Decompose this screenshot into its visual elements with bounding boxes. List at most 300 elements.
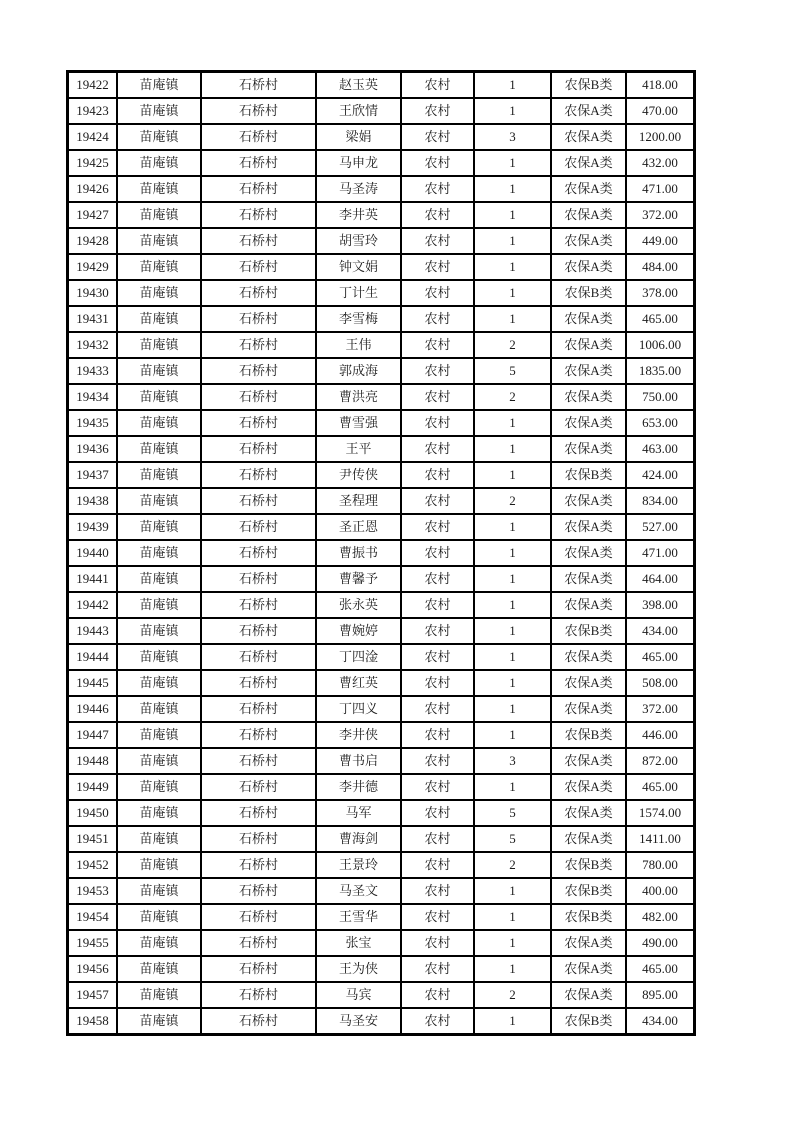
cell-village: 石桥村 (201, 384, 316, 410)
cell-residence-type: 农村 (401, 98, 474, 124)
cell-residence-type: 农村 (401, 618, 474, 644)
cell-village: 石桥村 (201, 748, 316, 774)
cell-amount: 400.00 (626, 878, 694, 904)
table-row (68, 410, 694, 436)
table-row (68, 826, 694, 852)
cell-person-name: 梁娟 (316, 124, 401, 150)
cell-village: 石桥村 (201, 800, 316, 826)
table-row (68, 566, 694, 592)
table-row (68, 722, 694, 748)
cell-household-count: 1 (474, 280, 551, 306)
cell-household-count: 1 (474, 1008, 551, 1034)
cell-village: 石桥村 (201, 202, 316, 228)
cell-insurance-type: 农保B类 (551, 878, 626, 904)
cell-household-count: 1 (474, 904, 551, 930)
table-row (68, 696, 694, 722)
cell-record-id: 19425 (68, 150, 117, 176)
cell-town: 苗庵镇 (117, 384, 201, 410)
cell-record-id: 19457 (68, 982, 117, 1008)
cell-record-id: 19449 (68, 774, 117, 800)
cell-record-id: 19423 (68, 98, 117, 124)
cell-residence-type: 农村 (401, 384, 474, 410)
cell-person-name: 丁四淦 (316, 644, 401, 670)
cell-village: 石桥村 (201, 930, 316, 956)
table-row (68, 306, 694, 332)
cell-household-count: 5 (474, 358, 551, 384)
cell-household-count: 2 (474, 982, 551, 1008)
cell-village: 石桥村 (201, 540, 316, 566)
cell-record-id: 19438 (68, 488, 117, 514)
cell-household-count: 1 (474, 566, 551, 592)
cell-household-count: 1 (474, 228, 551, 254)
cell-record-id: 19455 (68, 930, 117, 956)
cell-residence-type: 农村 (401, 436, 474, 462)
cell-record-id: 19435 (68, 410, 117, 436)
cell-residence-type: 农村 (401, 852, 474, 878)
cell-record-id: 19429 (68, 254, 117, 280)
cell-village: 石桥村 (201, 176, 316, 202)
cell-household-count: 5 (474, 800, 551, 826)
cell-town: 苗庵镇 (117, 98, 201, 124)
cell-residence-type: 农村 (401, 462, 474, 488)
cell-amount: 1835.00 (626, 358, 694, 384)
cell-household-count: 3 (474, 124, 551, 150)
table-row (68, 488, 694, 514)
cell-town: 苗庵镇 (117, 332, 201, 358)
cell-amount: 1006.00 (626, 332, 694, 358)
cell-amount: 372.00 (626, 696, 694, 722)
table-row (68, 98, 694, 124)
cell-residence-type: 农村 (401, 592, 474, 618)
cell-record-id: 19428 (68, 228, 117, 254)
cell-residence-type: 农村 (401, 306, 474, 332)
cell-village: 石桥村 (201, 722, 316, 748)
cell-amount: 1411.00 (626, 826, 694, 852)
cell-town: 苗庵镇 (117, 488, 201, 514)
cell-insurance-type: 农保A类 (551, 514, 626, 540)
cell-household-count: 1 (474, 592, 551, 618)
cell-amount: 895.00 (626, 982, 694, 1008)
cell-residence-type: 农村 (401, 800, 474, 826)
cell-village: 石桥村 (201, 696, 316, 722)
cell-insurance-type: 农保A类 (551, 826, 626, 852)
cell-town: 苗庵镇 (117, 358, 201, 384)
table-row (68, 72, 694, 98)
cell-insurance-type: 农保A类 (551, 358, 626, 384)
cell-person-name: 李井德 (316, 774, 401, 800)
cell-person-name: 曹振书 (316, 540, 401, 566)
cell-amount: 418.00 (626, 72, 694, 98)
table-row (68, 644, 694, 670)
cell-insurance-type: 农保A类 (551, 176, 626, 202)
cell-person-name: 钟文娟 (316, 254, 401, 280)
cell-town: 苗庵镇 (117, 514, 201, 540)
cell-insurance-type: 农保A类 (551, 488, 626, 514)
cell-insurance-type: 农保A类 (551, 306, 626, 332)
cell-person-name: 王为侠 (316, 956, 401, 982)
cell-town: 苗庵镇 (117, 592, 201, 618)
cell-residence-type: 农村 (401, 1008, 474, 1034)
cell-village: 石桥村 (201, 852, 316, 878)
cell-household-count: 1 (474, 930, 551, 956)
cell-record-id: 19452 (68, 852, 117, 878)
cell-residence-type: 农村 (401, 124, 474, 150)
cell-town: 苗庵镇 (117, 280, 201, 306)
table-row (68, 150, 694, 176)
cell-village: 石桥村 (201, 462, 316, 488)
cell-residence-type: 农村 (401, 332, 474, 358)
cell-insurance-type: 农保B类 (551, 72, 626, 98)
cell-town: 苗庵镇 (117, 982, 201, 1008)
cell-record-id: 19443 (68, 618, 117, 644)
table-row (68, 1008, 694, 1034)
cell-person-name: 李雪梅 (316, 306, 401, 332)
cell-person-name: 尹传侠 (316, 462, 401, 488)
cell-record-id: 19448 (68, 748, 117, 774)
table-row (68, 436, 694, 462)
cell-person-name: 曹海剑 (316, 826, 401, 852)
cell-record-id: 19444 (68, 644, 117, 670)
cell-residence-type: 农村 (401, 202, 474, 228)
table-row (68, 774, 694, 800)
cell-record-id: 19427 (68, 202, 117, 228)
cell-residence-type: 农村 (401, 280, 474, 306)
cell-record-id: 19453 (68, 878, 117, 904)
cell-village: 石桥村 (201, 826, 316, 852)
cell-amount: 434.00 (626, 1008, 694, 1034)
cell-record-id: 19437 (68, 462, 117, 488)
cell-household-count: 1 (474, 774, 551, 800)
records-tbody (68, 72, 694, 1034)
cell-person-name: 马宾 (316, 982, 401, 1008)
cell-insurance-type: 农保B类 (551, 1008, 626, 1034)
table-row (68, 540, 694, 566)
cell-town: 苗庵镇 (117, 1008, 201, 1034)
cell-town: 苗庵镇 (117, 644, 201, 670)
cell-household-count: 1 (474, 956, 551, 982)
cell-person-name: 马申龙 (316, 150, 401, 176)
cell-household-count: 2 (474, 384, 551, 410)
cell-insurance-type: 农保A类 (551, 592, 626, 618)
cell-town: 苗庵镇 (117, 254, 201, 280)
cell-town: 苗庵镇 (117, 878, 201, 904)
cell-person-name: 王欣情 (316, 98, 401, 124)
cell-town: 苗庵镇 (117, 696, 201, 722)
cell-amount: 872.00 (626, 748, 694, 774)
cell-person-name: 圣正恩 (316, 514, 401, 540)
cell-amount: 424.00 (626, 462, 694, 488)
cell-household-count: 2 (474, 332, 551, 358)
table-row (68, 280, 694, 306)
cell-residence-type: 农村 (401, 228, 474, 254)
table-row (68, 982, 694, 1008)
cell-town: 苗庵镇 (117, 176, 201, 202)
cell-village: 石桥村 (201, 878, 316, 904)
cell-town: 苗庵镇 (117, 436, 201, 462)
cell-person-name: 丁四义 (316, 696, 401, 722)
cell-household-count: 1 (474, 202, 551, 228)
cell-amount: 465.00 (626, 956, 694, 982)
cell-village: 石桥村 (201, 72, 316, 98)
cell-person-name: 圣程理 (316, 488, 401, 514)
cell-village: 石桥村 (201, 644, 316, 670)
cell-village: 石桥村 (201, 410, 316, 436)
cell-insurance-type: 农保A类 (551, 540, 626, 566)
cell-insurance-type: 农保A类 (551, 410, 626, 436)
cell-town: 苗庵镇 (117, 150, 201, 176)
cell-residence-type: 农村 (401, 358, 474, 384)
cell-record-id: 19431 (68, 306, 117, 332)
cell-residence-type: 农村 (401, 644, 474, 670)
cell-person-name: 张永英 (316, 592, 401, 618)
cell-residence-type: 农村 (401, 150, 474, 176)
cell-amount: 446.00 (626, 722, 694, 748)
cell-record-id: 19424 (68, 124, 117, 150)
cell-town: 苗庵镇 (117, 618, 201, 644)
cell-amount: 1200.00 (626, 124, 694, 150)
cell-village: 石桥村 (201, 358, 316, 384)
cell-insurance-type: 农保A类 (551, 670, 626, 696)
cell-person-name: 王平 (316, 436, 401, 462)
cell-residence-type: 农村 (401, 904, 474, 930)
cell-town: 苗庵镇 (117, 800, 201, 826)
cell-amount: 490.00 (626, 930, 694, 956)
cell-household-count: 1 (474, 670, 551, 696)
cell-person-name: 马军 (316, 800, 401, 826)
cell-person-name: 曹婉婷 (316, 618, 401, 644)
cell-town: 苗庵镇 (117, 462, 201, 488)
cell-village: 石桥村 (201, 1008, 316, 1034)
cell-person-name: 曹馨予 (316, 566, 401, 592)
cell-household-count: 1 (474, 644, 551, 670)
cell-village: 石桥村 (201, 332, 316, 358)
cell-household-count: 2 (474, 488, 551, 514)
table-row (68, 592, 694, 618)
table-row (68, 254, 694, 280)
table-row (68, 176, 694, 202)
cell-insurance-type: 农保A类 (551, 774, 626, 800)
cell-person-name: 王伟 (316, 332, 401, 358)
cell-household-count: 1 (474, 722, 551, 748)
cell-household-count: 1 (474, 150, 551, 176)
cell-village: 石桥村 (201, 774, 316, 800)
cell-household-count: 2 (474, 852, 551, 878)
table-row (68, 358, 694, 384)
cell-residence-type: 农村 (401, 566, 474, 592)
cell-residence-type: 农村 (401, 540, 474, 566)
cell-village: 石桥村 (201, 514, 316, 540)
cell-insurance-type: 农保A类 (551, 436, 626, 462)
table-row (68, 878, 694, 904)
cell-insurance-type: 农保B类 (551, 462, 626, 488)
cell-residence-type: 农村 (401, 774, 474, 800)
cell-village: 石桥村 (201, 956, 316, 982)
cell-residence-type: 农村 (401, 254, 474, 280)
cell-town: 苗庵镇 (117, 306, 201, 332)
cell-town: 苗庵镇 (117, 852, 201, 878)
cell-residence-type: 农村 (401, 982, 474, 1008)
cell-amount: 750.00 (626, 384, 694, 410)
cell-person-name: 曹书启 (316, 748, 401, 774)
cell-village: 石桥村 (201, 306, 316, 332)
cell-person-name: 丁计生 (316, 280, 401, 306)
cell-record-id: 19446 (68, 696, 117, 722)
cell-record-id: 19450 (68, 800, 117, 826)
cell-village: 石桥村 (201, 904, 316, 930)
cell-amount: 463.00 (626, 436, 694, 462)
cell-residence-type: 农村 (401, 956, 474, 982)
cell-village: 石桥村 (201, 228, 316, 254)
cell-record-id: 19456 (68, 956, 117, 982)
cell-village: 石桥村 (201, 566, 316, 592)
cell-insurance-type: 农保B类 (551, 618, 626, 644)
cell-household-count: 1 (474, 176, 551, 202)
cell-amount: 471.00 (626, 176, 694, 202)
table-row (68, 124, 694, 150)
cell-insurance-type: 农保A类 (551, 124, 626, 150)
cell-town: 苗庵镇 (117, 748, 201, 774)
cell-insurance-type: 农保A类 (551, 332, 626, 358)
cell-record-id: 19447 (68, 722, 117, 748)
cell-town: 苗庵镇 (117, 540, 201, 566)
cell-village: 石桥村 (201, 670, 316, 696)
cell-household-count: 1 (474, 878, 551, 904)
cell-insurance-type: 农保B类 (551, 904, 626, 930)
cell-record-id: 19445 (68, 670, 117, 696)
cell-amount: 780.00 (626, 852, 694, 878)
cell-insurance-type: 农保A类 (551, 956, 626, 982)
cell-town: 苗庵镇 (117, 670, 201, 696)
cell-insurance-type: 农保B类 (551, 722, 626, 748)
cell-person-name: 郭成海 (316, 358, 401, 384)
cell-village: 石桥村 (201, 254, 316, 280)
cell-amount: 372.00 (626, 202, 694, 228)
table-row (68, 228, 694, 254)
cell-residence-type: 农村 (401, 930, 474, 956)
cell-village: 石桥村 (201, 436, 316, 462)
cell-village: 石桥村 (201, 618, 316, 644)
table-row (68, 852, 694, 878)
cell-town: 苗庵镇 (117, 228, 201, 254)
cell-record-id: 19433 (68, 358, 117, 384)
cell-town: 苗庵镇 (117, 722, 201, 748)
cell-residence-type: 农村 (401, 748, 474, 774)
cell-town: 苗庵镇 (117, 774, 201, 800)
cell-town: 苗庵镇 (117, 202, 201, 228)
cell-residence-type: 农村 (401, 722, 474, 748)
cell-amount: 471.00 (626, 540, 694, 566)
cell-person-name: 张宝 (316, 930, 401, 956)
cell-household-count: 1 (474, 462, 551, 488)
cell-insurance-type: 农保A类 (551, 228, 626, 254)
cell-insurance-type: 农保A类 (551, 800, 626, 826)
cell-insurance-type: 农保A类 (551, 748, 626, 774)
cell-amount: 1574.00 (626, 800, 694, 826)
cell-village: 石桥村 (201, 280, 316, 306)
cell-town: 苗庵镇 (117, 826, 201, 852)
cell-household-count: 3 (474, 748, 551, 774)
cell-record-id: 19440 (68, 540, 117, 566)
cell-residence-type: 农村 (401, 176, 474, 202)
cell-insurance-type: 农保A类 (551, 384, 626, 410)
cell-insurance-type: 农保A类 (551, 254, 626, 280)
cell-amount: 465.00 (626, 306, 694, 332)
cell-insurance-type: 农保B类 (551, 852, 626, 878)
cell-amount: 398.00 (626, 592, 694, 618)
cell-person-name: 王雪华 (316, 904, 401, 930)
cell-record-id: 19441 (68, 566, 117, 592)
cell-amount: 465.00 (626, 774, 694, 800)
cell-record-id: 19454 (68, 904, 117, 930)
cell-person-name: 李井侠 (316, 722, 401, 748)
cell-person-name: 曹洪亮 (316, 384, 401, 410)
table-row (68, 514, 694, 540)
cell-household-count: 1 (474, 514, 551, 540)
cell-amount: 482.00 (626, 904, 694, 930)
cell-person-name: 王景玲 (316, 852, 401, 878)
cell-town: 苗庵镇 (117, 956, 201, 982)
cell-insurance-type: 农保A类 (551, 150, 626, 176)
cell-town: 苗庵镇 (117, 566, 201, 592)
cell-village: 石桥村 (201, 488, 316, 514)
cell-record-id: 19432 (68, 332, 117, 358)
cell-residence-type: 农村 (401, 696, 474, 722)
cell-person-name: 赵玉英 (316, 72, 401, 98)
cell-insurance-type: 农保A类 (551, 566, 626, 592)
cell-insurance-type: 农保A类 (551, 982, 626, 1008)
cell-record-id: 19434 (68, 384, 117, 410)
table-row (68, 332, 694, 358)
cell-household-count: 1 (474, 696, 551, 722)
cell-household-count: 1 (474, 618, 551, 644)
table-row (68, 384, 694, 410)
cell-record-id: 19426 (68, 176, 117, 202)
cell-person-name: 马圣文 (316, 878, 401, 904)
cell-town: 苗庵镇 (117, 904, 201, 930)
cell-record-id: 19451 (68, 826, 117, 852)
cell-village: 石桥村 (201, 98, 316, 124)
cell-insurance-type: 农保A类 (551, 202, 626, 228)
cell-person-name: 马圣涛 (316, 176, 401, 202)
table-row (68, 956, 694, 982)
cell-amount: 653.00 (626, 410, 694, 436)
cell-insurance-type: 农保A类 (551, 644, 626, 670)
cell-record-id: 19458 (68, 1008, 117, 1034)
cell-amount: 449.00 (626, 228, 694, 254)
cell-residence-type: 农村 (401, 826, 474, 852)
cell-person-name: 李井英 (316, 202, 401, 228)
cell-record-id: 19439 (68, 514, 117, 540)
cell-village: 石桥村 (201, 150, 316, 176)
cell-amount: 434.00 (626, 618, 694, 644)
cell-person-name: 曹雪强 (316, 410, 401, 436)
table-row (68, 930, 694, 956)
cell-residence-type: 农村 (401, 670, 474, 696)
cell-village: 石桥村 (201, 982, 316, 1008)
benefits-table (66, 70, 696, 1036)
cell-person-name: 曹红英 (316, 670, 401, 696)
cell-residence-type: 农村 (401, 410, 474, 436)
cell-village: 石桥村 (201, 592, 316, 618)
cell-amount: 464.00 (626, 566, 694, 592)
cell-household-count: 5 (474, 826, 551, 852)
cell-household-count: 1 (474, 436, 551, 462)
cell-town: 苗庵镇 (117, 72, 201, 98)
cell-town: 苗庵镇 (117, 410, 201, 436)
table-row (68, 618, 694, 644)
table-row (68, 904, 694, 930)
cell-insurance-type: 农保A类 (551, 98, 626, 124)
